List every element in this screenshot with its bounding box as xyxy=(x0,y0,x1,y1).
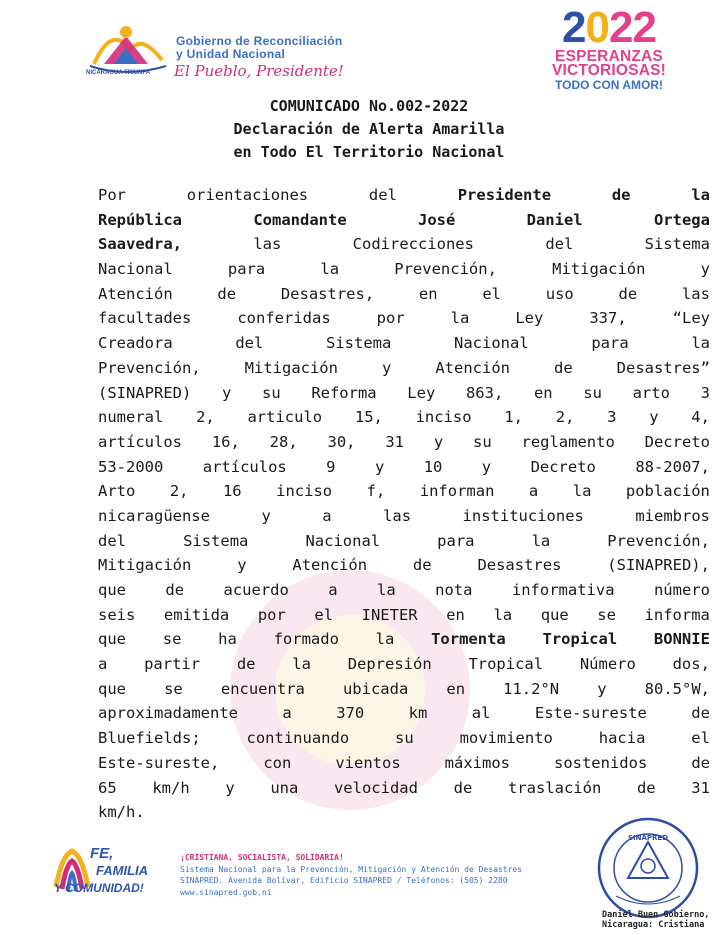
logo-caption: NICARAGUA TRIUNFA xyxy=(86,70,151,76)
body-word: Codirecciones xyxy=(352,235,474,254)
body-word: velocidad xyxy=(333,778,418,797)
body-line xyxy=(98,381,710,406)
body-word: 11.2°N xyxy=(503,679,560,698)
year-slogan-line3: TODO CON AMOR! xyxy=(555,78,663,92)
body-word: la xyxy=(377,581,396,599)
body-word: 30, xyxy=(327,432,356,451)
footer-logo-line2: FAMILIA xyxy=(96,863,148,878)
body-word: emitida xyxy=(163,605,230,624)
body-word: la xyxy=(292,655,311,674)
body-word: 3 xyxy=(700,383,710,402)
body-word: para xyxy=(591,334,629,353)
body-word: 31 xyxy=(385,432,404,451)
body-word: en xyxy=(418,284,438,303)
body-word: aproximadamente xyxy=(98,704,238,723)
body-word: y xyxy=(374,457,385,476)
body-word: Reforma xyxy=(311,383,377,402)
body-word: Daniel xyxy=(526,210,583,229)
body-word: las xyxy=(383,506,412,525)
body-word: Mitigación xyxy=(244,358,338,377)
body-word: Ley xyxy=(407,383,436,402)
body-word: instituciones xyxy=(462,506,584,525)
body-word: 370 xyxy=(336,704,365,723)
body-word: “Ley xyxy=(672,309,710,328)
body-word: orientaciones xyxy=(186,186,309,204)
body-word: una xyxy=(270,778,299,797)
body-word: numeral xyxy=(98,408,164,427)
body-word: el xyxy=(314,605,334,624)
body-line xyxy=(98,306,710,331)
signature-line1: Daniel Buen Gobierno, xyxy=(602,910,710,920)
body-word: km/h xyxy=(152,778,190,797)
body-word: 88-2007, xyxy=(635,457,710,476)
body-line xyxy=(98,504,710,529)
body-word: Tropical xyxy=(468,655,544,674)
year-digit: 2 xyxy=(609,3,633,52)
body-word: se xyxy=(162,630,182,649)
body-word: Número xyxy=(579,655,636,674)
body-line xyxy=(98,282,710,307)
year-2022-logo xyxy=(520,3,698,92)
body-word: la xyxy=(493,605,513,624)
body-word: articulo xyxy=(247,408,323,427)
government-name-line1: Gobierno de Reconciliación xyxy=(176,34,343,48)
body-word: 2, xyxy=(555,408,575,427)
body-word: Decreto xyxy=(644,432,710,451)
body-word: Decreto xyxy=(530,457,596,476)
body-word: informan xyxy=(419,482,495,501)
body-word: 337, xyxy=(589,309,627,328)
body-word: población xyxy=(625,482,710,501)
body-word: Nacional xyxy=(98,260,173,279)
body-word: Desastres, xyxy=(280,284,375,303)
body-line xyxy=(98,553,710,578)
body-word: INETER xyxy=(361,605,418,624)
body-word: acuerdo xyxy=(223,581,289,599)
body-word: Sistema xyxy=(644,235,710,254)
body-word: Sistema xyxy=(326,334,392,353)
body-word: la xyxy=(531,531,551,550)
body-word: a xyxy=(528,482,539,501)
body-word: encuentra xyxy=(220,679,305,698)
body-word: informativa xyxy=(511,581,615,599)
body-line xyxy=(98,455,710,480)
body-word: la xyxy=(572,482,592,501)
body-word: Desastres” xyxy=(616,358,710,377)
year-number xyxy=(520,3,698,52)
body-line xyxy=(98,208,710,233)
communique-body xyxy=(98,183,710,825)
fe-familia-comunidad-logo xyxy=(52,843,176,903)
body-word: su xyxy=(472,432,492,451)
body-word: km/h. xyxy=(98,803,145,822)
body-word: que xyxy=(98,581,126,599)
body-word: Desastres xyxy=(477,556,562,575)
body-word: en xyxy=(446,679,466,698)
body-word: Atención xyxy=(292,556,368,575)
body-word: la xyxy=(691,186,710,204)
body-line xyxy=(98,751,710,776)
body-word: Por xyxy=(98,186,126,204)
body-word: de xyxy=(553,358,573,377)
body-word: que xyxy=(98,630,126,649)
body-word: de xyxy=(412,556,432,575)
seal-text: SINAPRED xyxy=(627,834,669,842)
footer-signature xyxy=(602,910,709,930)
body-word: hacia xyxy=(598,729,646,748)
body-word: de xyxy=(618,284,638,303)
body-word: la xyxy=(320,260,340,279)
body-word: Saavedra, xyxy=(98,235,182,254)
body-word: José xyxy=(417,210,456,229)
body-word: inciso xyxy=(276,482,333,501)
body-word: movimiento xyxy=(459,729,553,748)
year-digit: 2 xyxy=(562,3,586,52)
year-digit: 2 xyxy=(632,3,656,52)
body-word: 16, xyxy=(211,432,240,451)
body-line xyxy=(98,183,710,208)
body-word: con xyxy=(263,753,292,772)
body-word: Mitigación xyxy=(552,260,646,279)
body-word: Depresión xyxy=(347,655,432,674)
body-line xyxy=(98,405,710,430)
footer-agency-name: Sistema Nacional para la Prevención, Mitigación y Atención de Desastres xyxy=(180,864,522,874)
body-word: 15, xyxy=(354,408,383,427)
body-word: de xyxy=(636,778,656,797)
sinapred-seal-icon xyxy=(596,816,700,920)
body-word: y xyxy=(433,432,444,451)
body-word: 2, xyxy=(169,482,189,501)
body-word: a xyxy=(98,655,108,674)
body-word: 2, xyxy=(196,408,215,427)
declaration-subtitle: en Todo El Territorio Nacional xyxy=(233,143,505,161)
body-word: 65 xyxy=(98,778,117,797)
body-line xyxy=(98,356,710,381)
body-word: dos, xyxy=(672,655,710,674)
body-word: el xyxy=(691,729,710,748)
body-line xyxy=(98,479,710,504)
body-word: artículos xyxy=(98,432,182,451)
body-word: continuando xyxy=(246,729,350,748)
body-word: facultades xyxy=(98,309,192,328)
body-word: 10 xyxy=(423,457,443,476)
body-word: miembros xyxy=(635,506,710,525)
body-word: en xyxy=(533,383,553,402)
body-word: las xyxy=(681,284,710,303)
body-word: las xyxy=(253,235,282,254)
body-word: para xyxy=(437,531,475,550)
body-word: para xyxy=(227,260,266,279)
body-word: se xyxy=(597,605,616,624)
body-word: uso xyxy=(545,284,574,303)
body-word: a xyxy=(282,704,292,723)
body-word: su xyxy=(583,383,602,402)
body-word: Nacional xyxy=(454,334,529,353)
body-word: (SINAPRED), xyxy=(607,556,710,575)
body-word: del xyxy=(368,186,397,204)
body-word: 16 xyxy=(222,482,242,501)
footer-logo-line1: FE, xyxy=(90,845,114,862)
body-word: y xyxy=(261,506,271,525)
declaration-title: Declaración de Alerta Amarilla xyxy=(233,120,505,138)
body-word: de xyxy=(611,186,631,204)
body-word: Ley xyxy=(515,309,544,328)
body-word: Tropical xyxy=(542,630,618,649)
body-word: su xyxy=(261,383,281,402)
body-word: partir xyxy=(144,655,201,674)
body-word: ha xyxy=(218,630,237,649)
footer-website: www.sinapred.gob.ni xyxy=(180,887,272,897)
body-word: y xyxy=(597,679,607,698)
body-word: máximos xyxy=(444,753,510,772)
body-word: Arto xyxy=(98,482,136,501)
body-word: 9 xyxy=(326,457,336,476)
body-word: en xyxy=(446,605,465,624)
body-word: de xyxy=(691,704,710,723)
body-word: que xyxy=(540,605,569,624)
body-word: reglamento xyxy=(521,432,615,451)
body-line xyxy=(98,529,710,554)
body-word: 53-2000 xyxy=(98,457,164,476)
body-line xyxy=(98,331,710,356)
body-word: informa xyxy=(644,605,710,624)
body-line xyxy=(98,603,710,628)
body-word: y xyxy=(221,383,232,402)
year-slogan-line1: ESPERANZAS xyxy=(555,48,663,65)
body-word: traslación xyxy=(507,778,602,797)
body-word: 863, xyxy=(465,383,504,402)
body-word: 4, xyxy=(691,408,710,427)
body-word: nota xyxy=(435,581,473,599)
body-word: de xyxy=(236,655,256,674)
body-word: Prevención, xyxy=(607,531,710,550)
body-word: y xyxy=(381,358,392,377)
body-word: Ortega xyxy=(653,210,710,229)
body-word: Bluefields; xyxy=(98,729,201,748)
body-word: inciso xyxy=(415,408,472,427)
body-line xyxy=(98,578,710,603)
footer-logo-line3: Y COMUNIDAD! xyxy=(54,881,144,895)
body-line xyxy=(98,652,710,677)
body-word: el xyxy=(482,284,501,303)
body-line xyxy=(98,257,710,282)
body-word: y xyxy=(700,260,710,279)
body-word: su xyxy=(395,729,414,748)
body-word: a xyxy=(328,581,338,599)
body-word: Este-sureste, xyxy=(98,753,220,772)
body-word: del xyxy=(545,235,574,254)
body-word: y xyxy=(649,408,659,427)
body-word: Este-sureste xyxy=(534,704,647,723)
body-word: Presidente xyxy=(457,186,552,204)
body-word: por xyxy=(376,309,405,328)
body-word: Atención xyxy=(98,284,173,303)
body-word: República xyxy=(98,210,182,229)
body-word: de xyxy=(691,753,710,772)
body-word: Prevención, xyxy=(394,260,497,279)
body-word: de xyxy=(217,284,237,303)
body-word: a xyxy=(322,506,332,525)
body-word: y xyxy=(225,778,235,797)
signature-line2: Nicaragua: Cristiana xyxy=(602,920,705,930)
body-line xyxy=(98,726,710,751)
year-slogan-line2: VICTORIOSAS! xyxy=(551,62,667,79)
body-line xyxy=(98,430,710,455)
footer-slogan: ¡CRISTIANA, SOCIALISTA, SOLIDARIA! xyxy=(180,853,344,862)
body-word: Comandante xyxy=(253,210,347,229)
communique-number: COMUNICADO No.002-2022 xyxy=(269,97,469,115)
body-line xyxy=(98,232,710,257)
body-word: 28, xyxy=(269,432,298,451)
body-word: de xyxy=(453,778,473,797)
body-word: del xyxy=(235,334,264,353)
body-word: conferidas xyxy=(237,309,331,328)
body-word: de xyxy=(165,581,185,599)
body-word: Sistema xyxy=(183,531,249,550)
body-word: del xyxy=(98,531,126,550)
body-word: se xyxy=(164,679,183,698)
body-word: la xyxy=(691,334,710,353)
body-word: km xyxy=(408,704,428,723)
government-logo xyxy=(86,20,426,80)
body-word: la xyxy=(450,309,470,328)
body-line xyxy=(98,677,710,702)
body-word: por xyxy=(257,605,286,624)
body-word: y xyxy=(237,556,247,575)
body-line xyxy=(98,701,710,726)
body-word: vientos xyxy=(335,753,401,772)
body-word: f, xyxy=(366,482,386,501)
body-word: Nacional xyxy=(305,531,381,550)
body-word: número xyxy=(653,581,710,599)
body-word: 80.5°W, xyxy=(644,679,710,698)
body-word: seis xyxy=(98,605,136,624)
body-word: Prevención, xyxy=(98,358,201,377)
year-digit: 0 xyxy=(585,3,609,52)
government-slogan: El Pueblo, Presidente! xyxy=(174,62,344,80)
body-word: la xyxy=(375,630,395,649)
body-word: artículos xyxy=(202,457,287,476)
footer-address: SINAPRED. Avenida Bolívar, Edificio SINAPRED / Teléfonos: (505) 2280 xyxy=(180,876,508,885)
body-word: que xyxy=(98,679,126,698)
body-word: ubicada xyxy=(342,679,409,698)
government-name-line2: y Unidad Nacional xyxy=(176,47,286,61)
body-word: 3 xyxy=(607,408,617,427)
body-word: Atención xyxy=(435,358,510,377)
footer-contact xyxy=(180,852,522,898)
body-line xyxy=(98,776,710,801)
body-word: al xyxy=(471,704,491,723)
body-word: Tormenta xyxy=(431,630,506,649)
body-word: BONNIE xyxy=(653,630,710,649)
body-word: y xyxy=(481,457,492,476)
body-word: sostenidos xyxy=(553,753,648,772)
body-word: 1, xyxy=(504,408,523,427)
body-word: 31 xyxy=(691,778,710,797)
body-word: nicaragüense xyxy=(98,506,210,525)
body-word: arto xyxy=(632,383,670,402)
body-line xyxy=(98,627,710,652)
body-word: (SINAPRED) xyxy=(98,383,192,402)
body-word: Mitigación xyxy=(98,556,192,575)
body-word: Creadora xyxy=(98,334,173,353)
body-word: formado xyxy=(273,630,339,649)
